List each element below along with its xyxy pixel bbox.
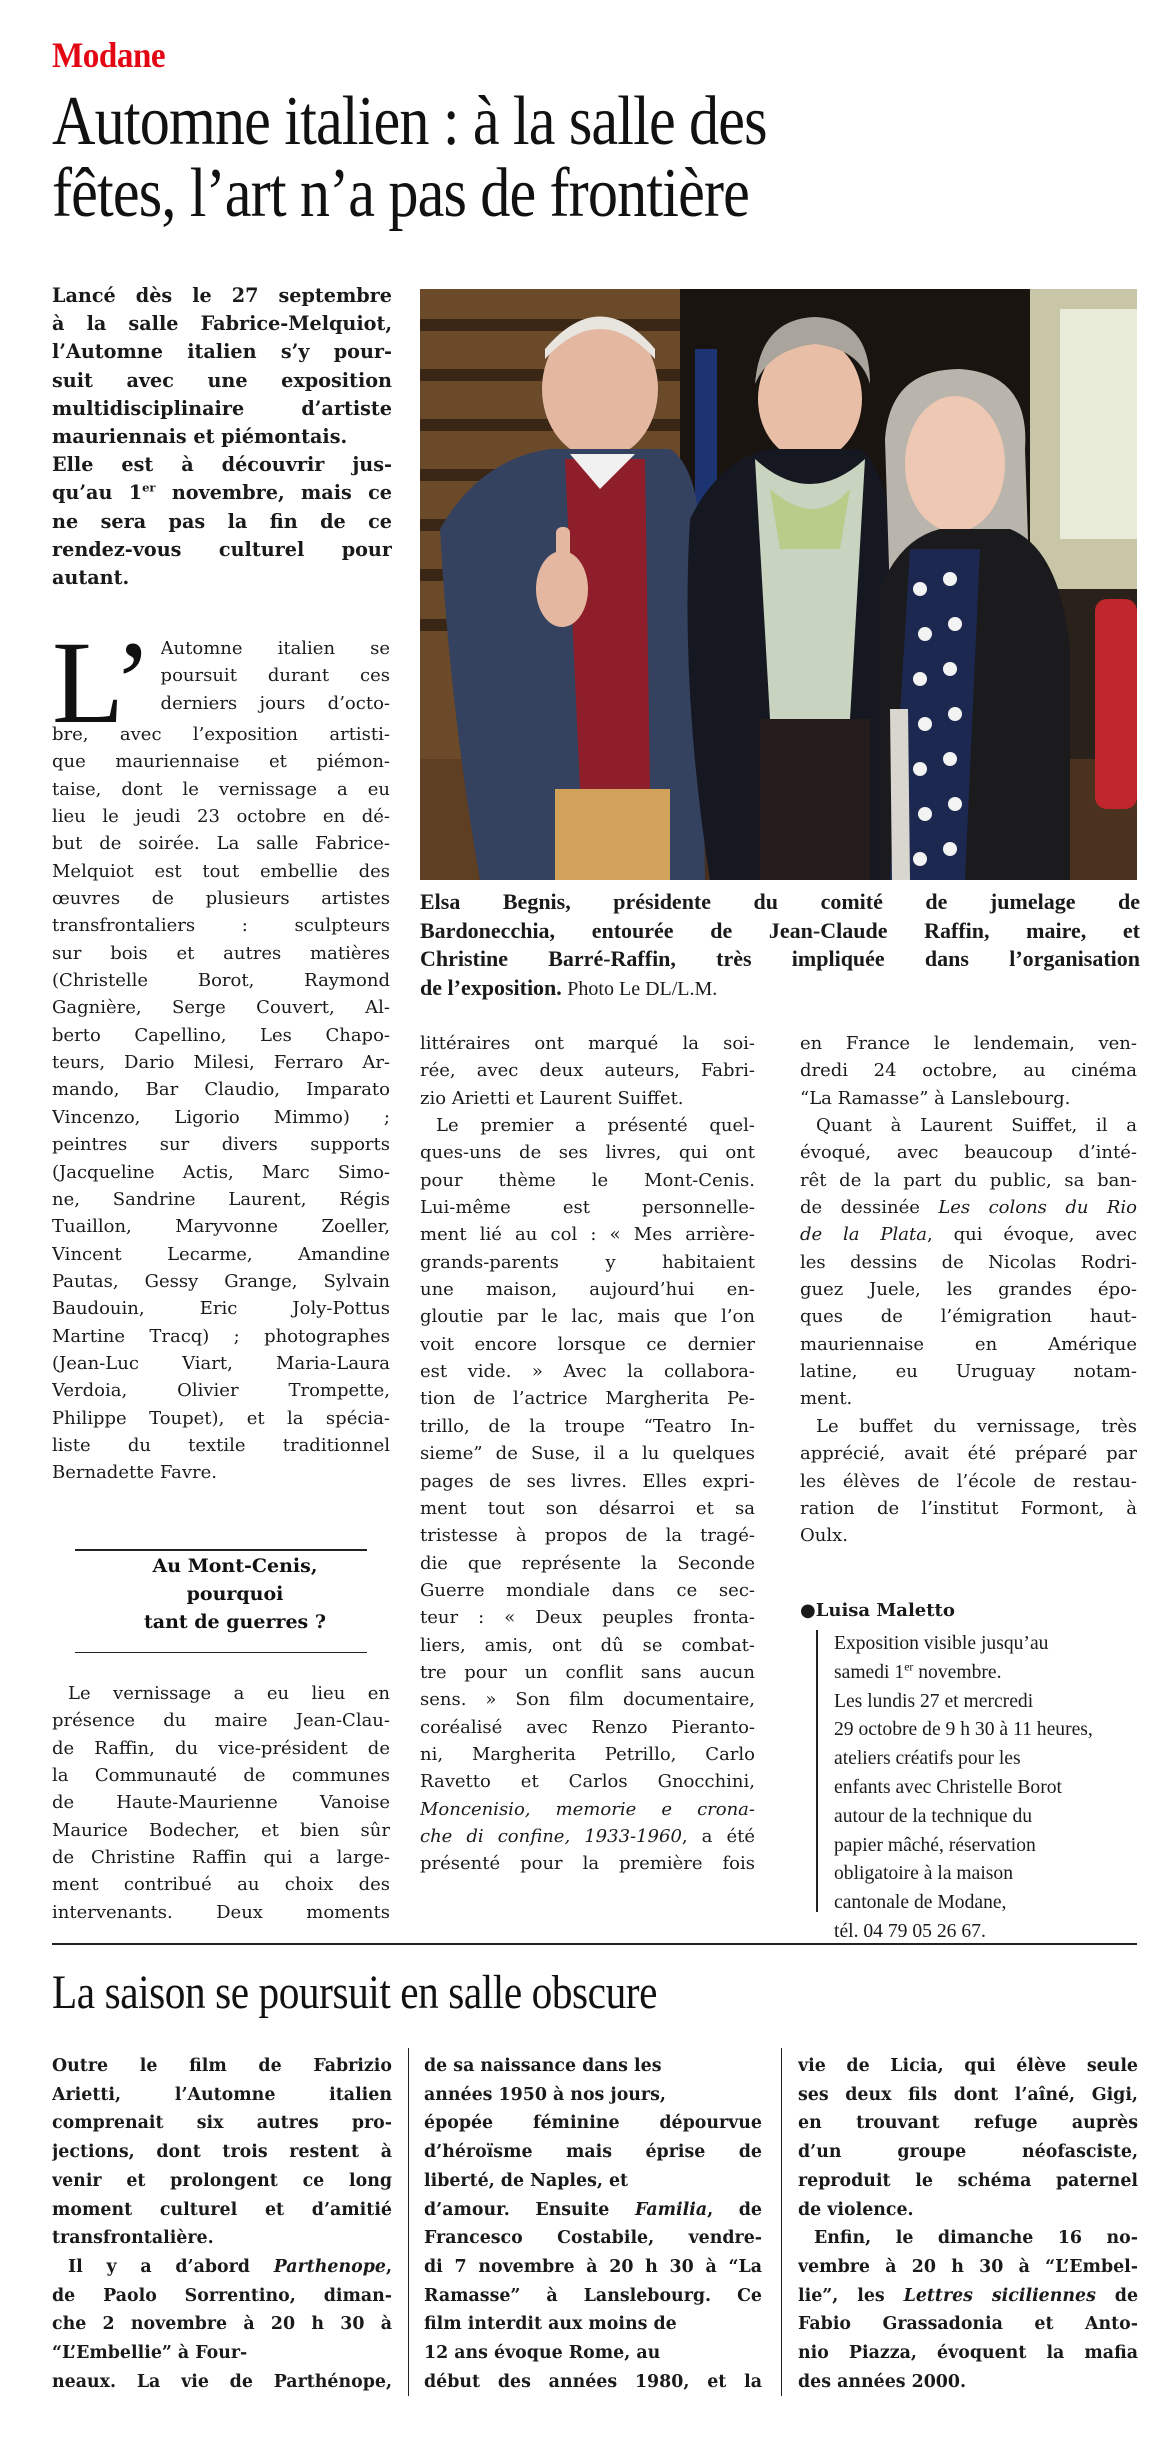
body-line: moment culturel et d’amitié	[52, 2199, 392, 2220]
body-line: d’un groupe néofasciste,	[798, 2142, 1138, 2163]
body-line: présenté pour la première fois	[420, 1853, 755, 1875]
body-line: de dessinée Les colons du Rio	[800, 1197, 1137, 1219]
headline-line: Automne italien : à la salle des	[52, 83, 767, 160]
body-line: Oulx.	[800, 1525, 848, 1547]
body-line: poursuit durant ces	[160, 665, 390, 687]
article-column-2	[420, 1030, 755, 1878]
body-line: Melquiot est tout embellie des	[52, 860, 390, 882]
info-box	[816, 1630, 1160, 1942]
article-photo	[420, 289, 1137, 880]
body-line: teurs, Dario Milesi, Ferraro Ar-	[52, 1052, 390, 1074]
body-line: Baudouin, Eric Joly-Pottus	[52, 1298, 390, 1320]
body-line: lieu le jeudi 23 octobre en dé-	[52, 806, 390, 828]
body-line: tre pour un conflit sans aucun	[420, 1661, 755, 1683]
body-line: d’amour. Ensuite Familia, de	[424, 2199, 762, 2220]
body-line: di 7 novembre à 20 h 30 à “La	[424, 2256, 762, 2277]
body-line: Guerre mondiale dans ce sec-	[420, 1579, 755, 1601]
body-line: que mauriennaise et piémon-	[52, 751, 390, 773]
body-line: nio Piazza, évoquent la mafia	[798, 2343, 1138, 2364]
body-line: gloutie par le lac, mais que l’on	[420, 1306, 755, 1328]
lead-line: multidisciplinaire d’artiste	[52, 396, 392, 420]
body-line: jections, dont trois restent à	[52, 2142, 392, 2163]
body-line: (Jean-Luc Viart, Maria-Laura	[52, 1352, 390, 1374]
body-line: tion de l’actrice Margherita Pe-	[420, 1388, 755, 1410]
lead-line: mauriennais et piémontais.	[52, 425, 348, 449]
subhead-line: tant de guerres ?	[143, 1611, 327, 1633]
body-line: derniers jours d’octo-	[160, 692, 390, 714]
body-line: Pautas, Gessy Grange, Sylvain	[52, 1270, 390, 1292]
body-line: zio Arietti et Laurent Suiffet.	[420, 1087, 684, 1109]
body-line: liberté, de Naples, et	[424, 2170, 629, 2191]
body-line: de sa naissance dans les	[424, 2056, 662, 2076]
body-line: de la Plata, qui évoque, avec	[800, 1224, 1137, 1246]
body-line: bre, avec l’exposition artisti-	[52, 724, 390, 745]
caption-line: de l’exposition.	[420, 974, 562, 1000]
body-line: liste du textile traditionnel	[52, 1434, 390, 1456]
info-line: tél. 04 79 05 26 67.	[834, 1920, 986, 1942]
info-line: Les lundis 27 et mercredi	[834, 1690, 1034, 1712]
lead-line: autant.	[52, 566, 130, 590]
lead-line: suit avec une exposition	[52, 368, 392, 392]
body-line: en France le lendemain, ven-	[800, 1033, 1137, 1054]
body-line: transfrontalière.	[52, 2228, 214, 2249]
bullet-icon: ●	[800, 1600, 816, 1621]
article-column-1	[52, 617, 390, 1487]
second-article-column-3	[798, 2052, 1138, 2396]
caption-line: Bardonecchia, entourée de Jean-Claude Raffin, maire, et	[420, 917, 1140, 943]
photo-caption	[420, 888, 1140, 1003]
body-line: “L’Embellie” à Four-	[52, 2343, 248, 2364]
body-line: ques-uns de ses livres, qui ont	[420, 1142, 755, 1164]
body-line: Ravetto et Carlos Gnocchini,	[420, 1771, 755, 1793]
body-line: Le buffet du vernissage, très	[816, 1415, 1137, 1437]
body-line: ment tout son désarroi et sa	[420, 1497, 755, 1519]
lead-line: Elle est à découvrir jus-	[52, 453, 392, 477]
subhead-line: pourquoi	[186, 1583, 284, 1605]
body-line: Bernadette Favre.	[52, 1462, 217, 1484]
body-line: film interdit aux moins de	[424, 2314, 677, 2335]
photo-credit: Photo Le DL/L.M.	[567, 977, 718, 1000]
second-article-column-1	[52, 2052, 392, 2396]
author-name: Luisa Maletto	[815, 1600, 955, 1621]
body-line: trillo, de la troupe “Teatro In-	[420, 1415, 755, 1437]
body-line: rée, avec deux auteurs, Fabri-	[420, 1060, 755, 1082]
info-line: autour de la technique du	[834, 1805, 1033, 1827]
body-line: Automne italien se	[160, 638, 390, 659]
body-line: Outre le film de Fabrizio	[52, 2056, 392, 2076]
byline	[800, 1600, 955, 1621]
body-line: d’héroïsme mais éprise de	[424, 2142, 762, 2163]
body-line: ni, Margherita Petrillo, Carlo	[420, 1743, 755, 1765]
body-line: reproduit le schéma paternel	[798, 2170, 1138, 2191]
body-line: Tuaillon, Maryvonne Zoeller,	[52, 1216, 390, 1238]
lead-line: l’Automne italien s’y pour-	[52, 340, 392, 364]
body-line: Moncenisio, memorie e crona-	[420, 1798, 755, 1820]
body-line: est vide. » Avec la collabora-	[420, 1361, 755, 1383]
body-line: vembre à 20 h 30 à “L’Embel-	[798, 2256, 1138, 2277]
body-line: Lui-même est personnelle-	[420, 1197, 755, 1219]
body-line: littéraires ont marqué la soi-	[420, 1033, 755, 1054]
section-kicker: Modane	[52, 35, 166, 75]
drop-cap: L’	[52, 617, 153, 748]
second-article-column-2	[424, 2052, 762, 2396]
body-line: mando, Bar Claudio, Imparato	[52, 1079, 390, 1101]
body-line: début des années 1980, et la	[424, 2371, 762, 2392]
article-column-1-continued	[52, 1680, 390, 1926]
body-line: but de soirée. La salle Fabrice-	[52, 833, 390, 855]
info-line: samedi 1er novembre.	[834, 1660, 1002, 1683]
second-headline: La saison se poursuit en salle obscure	[52, 1966, 657, 2019]
lead-line: qu’au 1er novembre, mais ce	[52, 481, 392, 505]
body-line: ment lié au col : « Mes arrière-	[420, 1224, 755, 1246]
article-column-3	[800, 1030, 1137, 1550]
column-divider	[781, 2048, 782, 2396]
body-line: années 1950 à nos jours,	[424, 2084, 666, 2105]
body-line: dredi 24 octobre, au cinéma	[800, 1060, 1137, 1082]
body-line: sur bois et autres matières	[52, 942, 390, 964]
body-line: 12 ans évoque Rome, au	[424, 2343, 661, 2364]
column-divider	[408, 2048, 409, 2396]
body-line: ne, Sandrine Laurent, Régis	[52, 1188, 390, 1210]
headline-line: fêtes, l’art n’a pas de frontière	[52, 155, 749, 232]
body-line: Ramasse” à Lanslebourg. Ce	[424, 2285, 762, 2306]
body-line: Maurice Bodecher, et bien sûr	[52, 1819, 390, 1841]
body-line: transfrontaliers : sculpteurs	[52, 915, 390, 937]
subhead-rule-top	[75, 1549, 367, 1551]
body-line: lie”, les Lettres siciliennes de	[798, 2285, 1138, 2306]
body-line: teur : « Deux peuples fronta-	[420, 1607, 755, 1629]
info-line: enfants avec Christelle Borot	[834, 1776, 1062, 1798]
body-line: Il y a d’abord Parthenope,	[68, 2256, 392, 2277]
body-line: Fabio Grassadonia et Anto-	[798, 2314, 1138, 2335]
bystander	[1095, 599, 1137, 809]
body-line: les élèves de l’école de restau-	[800, 1470, 1137, 1492]
body-line: latine, eu Uruguay notam-	[800, 1361, 1137, 1383]
body-line: évoqué, avec beaucoup d’inté-	[800, 1142, 1137, 1164]
body-line: tristesse à propos de la tragé-	[420, 1525, 755, 1547]
body-line: Le vernissage a eu lieu en	[68, 1683, 390, 1704]
body-line: liers, amis, ont dû se combat-	[420, 1634, 755, 1656]
body-line: Martine Tracq) ; photographes	[52, 1325, 390, 1347]
info-line: Exposition visible jusqu’au	[834, 1633, 1049, 1654]
body-line: Enfin, le dimanche 16 no-	[814, 2228, 1138, 2249]
body-line: épopée féminine dépourvue	[424, 2113, 762, 2134]
info-line: ateliers créatifs pour les	[834, 1748, 1021, 1770]
body-line: Gagnière, Serge Couvert, Al-	[52, 997, 390, 1019]
body-line: pages de ses livres. Elles expri-	[420, 1470, 755, 1492]
body-line: Le premier a présenté quel-	[436, 1115, 755, 1137]
caption-line: Elsa Begnis, présidente du comité de jumelage de	[420, 889, 1140, 914]
body-line: Arietti, l’Automne italien	[52, 2084, 392, 2105]
subhead	[110, 1552, 360, 1636]
body-line: ment contribué au choix des	[52, 1874, 390, 1896]
body-line: die que représente la Seconde	[420, 1552, 755, 1574]
photo-illustration	[420, 289, 1137, 880]
lead-line: Lancé dès le 27 septembre	[52, 284, 392, 307]
body-line: (Jacqueline Actis, Marc Simo-	[52, 1161, 390, 1183]
body-line: de Paolo Sorrentino, diman-	[52, 2285, 392, 2306]
body-line: de Raffin, du vice-président de	[52, 1737, 390, 1759]
body-line: sens. » Son film documentaire,	[420, 1689, 755, 1711]
body-line: venir et prolongent ce long	[52, 2170, 392, 2191]
body-line: de Haute-Maurienne Vanoise	[52, 1792, 390, 1814]
body-line: les dessins de Nicolas Rodri-	[800, 1251, 1137, 1273]
body-line: ses deux fils dont l’aîné, Gigi,	[798, 2084, 1138, 2105]
section-rule	[52, 1943, 1137, 1945]
lead-paragraph	[52, 282, 392, 592]
body-line: peintres sur divers supports	[52, 1134, 390, 1156]
body-line: neaux. La vie de Parthénope,	[52, 2371, 392, 2392]
info-line: 29 octobre de 9 h 30 à 11 heures,	[834, 1719, 1093, 1741]
body-line: sieme” de Suse, il a lu quelques	[420, 1443, 755, 1465]
body-line: des années 2000.	[798, 2371, 967, 2392]
info-line: obligatoire à la maison	[834, 1863, 1014, 1885]
body-line: berto Capellino, Les Chapo-	[52, 1024, 390, 1046]
body-line: une maison, aujourd’hui en-	[420, 1279, 755, 1301]
body-line: apprécié, avait été préparé par	[800, 1443, 1137, 1465]
body-line: la Communauté de communes	[52, 1765, 390, 1787]
body-line: présence du maire Jean-Clau-	[52, 1710, 390, 1732]
body-line: che 2 novembre à 20 h 30 à	[52, 2314, 392, 2335]
body-line: Quant à Laurent Suiffet, il a	[816, 1115, 1137, 1137]
lead-line: à la salle Fabrice-Melquiot,	[52, 312, 392, 336]
body-line: grands-parents y habitaient	[420, 1251, 755, 1273]
body-line: rêt de la part du public, sa ban-	[800, 1169, 1137, 1191]
body-line: voit encore lorsque ce dernier	[420, 1333, 755, 1355]
body-line: “La Ramasse” à Lanslebourg.	[800, 1087, 1071, 1109]
caption-line: Christine Barré-Raffin, très impliquée dans l’organisation	[420, 946, 1140, 971]
body-line: œuvres de plusieurs artistes	[52, 888, 390, 910]
subhead-rule-bottom	[75, 1652, 367, 1653]
body-line: ques de l’émigration haut-	[800, 1306, 1137, 1328]
body-line: mauriennaise en Amérique	[800, 1333, 1137, 1355]
info-line: papier mâché, réservation	[834, 1834, 1036, 1856]
body-line: (Christelle Borot, Raymond	[52, 970, 390, 992]
body-line: Francesco Costabile, vendre-	[424, 2228, 762, 2249]
body-line: che di confine, 1933-1960, a été	[420, 1825, 755, 1847]
body-line: Vincent Lecarme, Amandine	[52, 1243, 390, 1265]
body-line: comprenait six autres pro-	[52, 2113, 392, 2134]
lead-line: ne sera pas la fin de ce	[52, 509, 392, 533]
body-line: ment.	[800, 1388, 853, 1410]
body-line: de Christine Raffin qui a large-	[52, 1847, 390, 1869]
body-line: ration de l’institut Formont, à	[800, 1497, 1137, 1519]
body-line: en trouvant refuge auprès	[798, 2113, 1138, 2134]
lead-line: rendez-vous culturel pour	[52, 537, 392, 561]
body-line: pour thème le Mont-Cenis.	[420, 1169, 755, 1191]
body-line: de violence.	[798, 2199, 914, 2220]
info-line: cantonale de Modane,	[834, 1892, 1007, 1914]
body-line: vie de Licia, qui élève seule	[798, 2056, 1138, 2076]
headline	[52, 83, 989, 232]
body-line: intervenants. Deux moments	[52, 1901, 390, 1923]
body-line: Vincenzo, Ligorio Mimmo) ;	[52, 1106, 390, 1128]
body-line: Philippe Toupet), et la spécia-	[52, 1407, 390, 1429]
body-line: Verdoia, Olivier Trompette,	[52, 1380, 390, 1402]
subhead-line: Au Mont-Cenis,	[152, 1555, 318, 1577]
body-line: taise, dont le vernissage a eu	[52, 778, 390, 800]
body-line: coréalisé avec Renzo Pieranto-	[420, 1716, 755, 1738]
body-line: guez Juele, les grandes épo-	[800, 1279, 1137, 1301]
